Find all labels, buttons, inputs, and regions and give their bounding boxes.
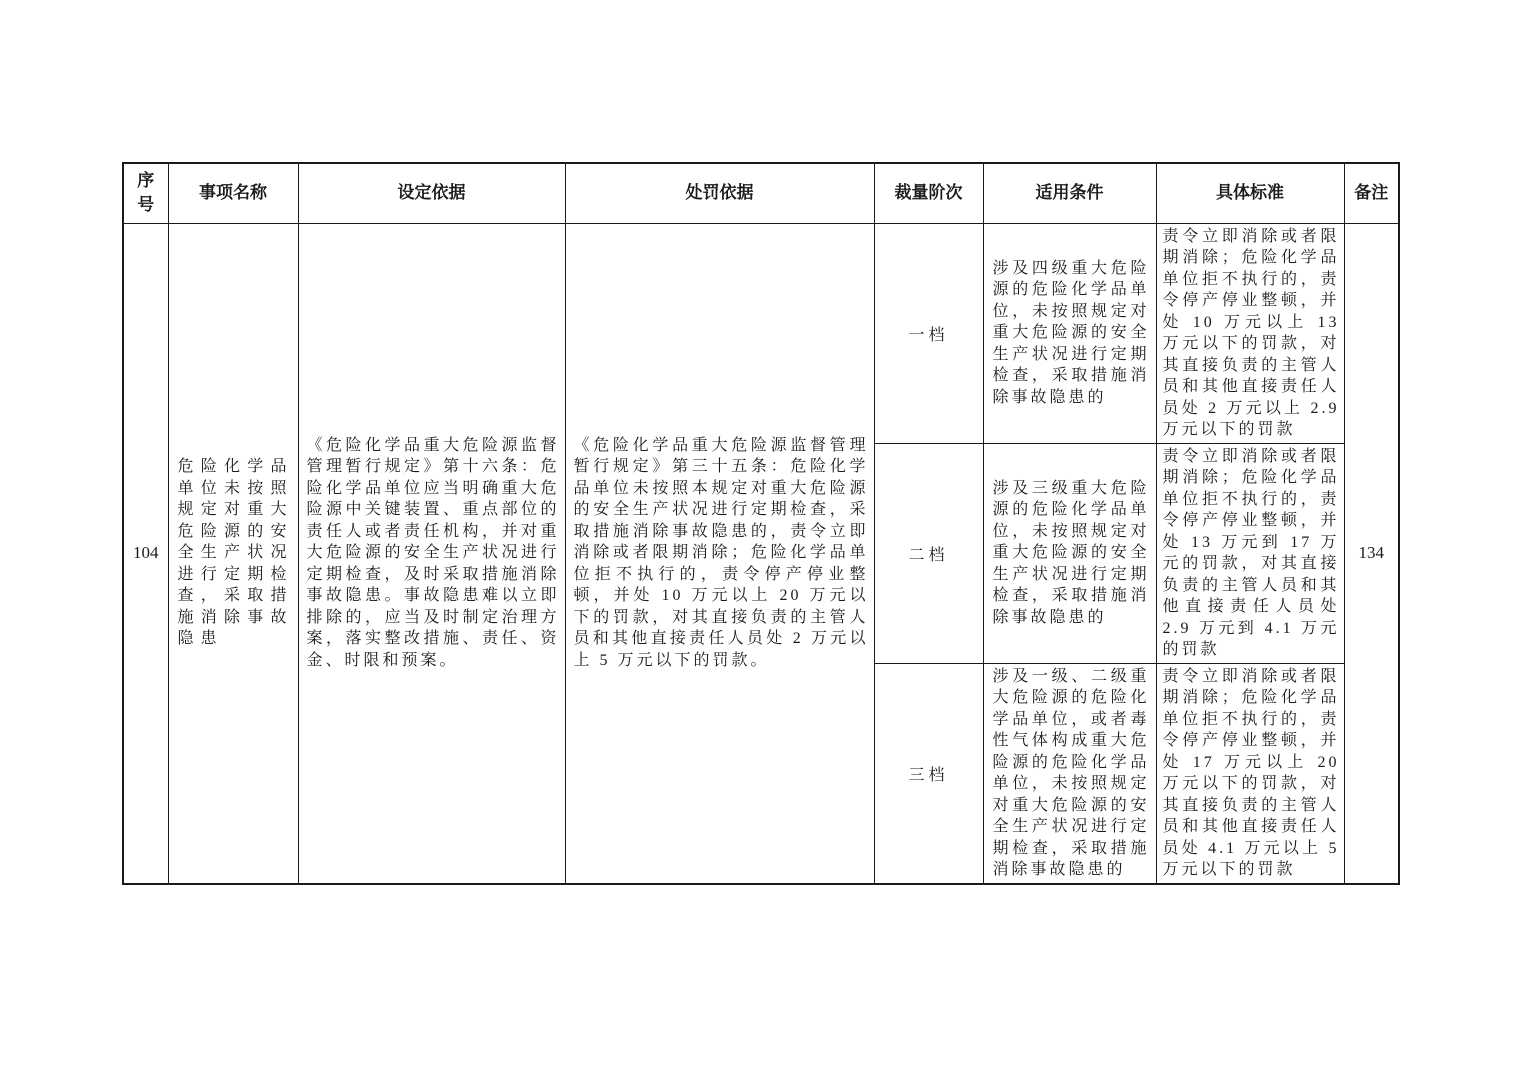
specific-standard-cell-tier-2: 责令立即消除或者限期消除；危险化学品单位拒不执行的，责令停产停业整顿，并处 13 万元到 17 万元的罚款，对其直接负责的主管人员和其他直接责任人员处 2.9 万元到 4.1 万元的罚款 bbox=[1156, 443, 1344, 663]
col-header-seq bbox=[123, 163, 168, 223]
applicable-condition-cell-tier-1: 涉及四级重大危险源的危险化学品单位，未按照规定对重大危险源的安全生产状况进行定期检查，采取措施消除事故隐患的 bbox=[983, 223, 1156, 443]
col-header-setting-basis: 设定依据 bbox=[298, 163, 565, 223]
penalty-basis-cell: 《危险化学品重大危险源监督管理暂行规定》第三十五条：危险化学品单位未按照本规定对重大危险源的安全生产状况进行定期检查，采取措施消除事故隐患的，责令立即消除或者限期消除；危险化学品单位拒不执行的，责令停产停业整顿，并处 10 万元以上 20 万元以下的罚款，对其直接负责的主管人员和其他直接责任人员处 2 万元以上 5 万元以下的罚款。 bbox=[565, 223, 874, 884]
col-header-seq-label: 序号 bbox=[137, 171, 155, 215]
table-row-tier-1 bbox=[123, 223, 1399, 443]
penalty-discretion-table-sheet bbox=[122, 162, 1400, 885]
specific-standard-cell-tier-3: 责令立即消除或者限期消除；危险化学品单位拒不执行的，责令停产停业整顿，并处 17 万元以上 20 万元以下的罚款，对其直接负责的主管人员和其他直接责任人员处 4.1 万元以上 5 万元以下的罚款 bbox=[1156, 663, 1344, 884]
discretion-level-cell-tier-2: 二档 bbox=[874, 443, 983, 663]
discretion-level-cell-tier-1: 一档 bbox=[874, 223, 983, 443]
remark-cell: 134 bbox=[1344, 223, 1399, 884]
specific-standard-cell-tier-1: 责令立即消除或者限期消除；危险化学品单位拒不执行的，责令停产停业整顿，并处 10 万元以上 13 万元以下的罚款，对其直接负责的主管人员和其他直接责任人员处 2 万元以上 2.9 万元以下的罚款 bbox=[1156, 223, 1344, 443]
col-header-penalty-basis: 处罚依据 bbox=[565, 163, 874, 223]
discretion-level-cell-tier-3: 三档 bbox=[874, 663, 983, 884]
applicable-condition-cell-tier-3: 涉及一级、二级重大危险源的危险化学品单位，或者毒性气体构成重大危险源的危险化学品单位，未按照规定对重大危险源的安全生产状况进行定期检查，采取措施消除事故隐患的 bbox=[983, 663, 1156, 884]
seq-number-cell: 104 bbox=[123, 223, 168, 884]
col-header-discretion-level: 裁量阶次 bbox=[874, 163, 983, 223]
col-header-specific-standard: 具体标准 bbox=[1156, 163, 1344, 223]
col-header-item-name: 事项名称 bbox=[168, 163, 298, 223]
setting-basis-cell: 《危险化学品重大危险源监督管理暂行规定》第十六条：危险化学品单位应当明确重大危险源中关键装置、重点部位的责任人或者责任机构，并对重大危险源的安全生产状况进行定期检查，及时采取措施消除事故隐患。事故隐患难以立即排除的，应当及时制定治理方案，落实整改措施、责任、资金、时限和预案。 bbox=[298, 223, 565, 884]
item-name-cell: 危险化学品单位未按照规定对重大危险源的安全生产状况进行定期检查，采取措施消除事故隐患 bbox=[168, 223, 298, 884]
col-header-applicable-condition: 适用条件 bbox=[983, 163, 1156, 223]
applicable-condition-cell-tier-2: 涉及三级重大危险源的危险化学品单位，未按照规定对重大危险源的安全生产状况进行定期检查，采取措施消除事故隐患的 bbox=[983, 443, 1156, 663]
header-row bbox=[123, 163, 1399, 223]
penalty-discretion-table bbox=[122, 162, 1400, 885]
col-header-remark: 备注 bbox=[1344, 163, 1399, 223]
